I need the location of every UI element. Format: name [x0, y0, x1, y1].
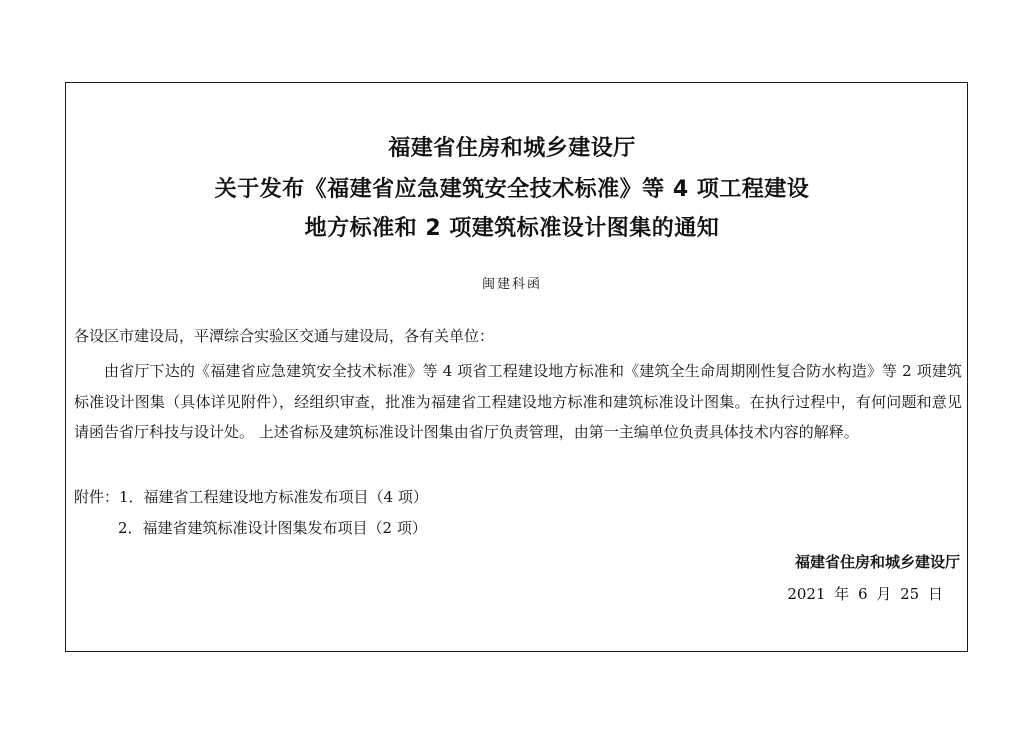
- notice-title-line-3: 地方标准和 2 项建筑标准设计图集的通知: [304, 216, 720, 241]
- notice-title-line-1: 福建省住房和城乡建设厅: [388, 136, 636, 161]
- notice-title-line-2: 关于发布《福建省应急建筑安全技术标准》等 4 项工程建设: [214, 177, 810, 202]
- salutation: 各设区市建设局，平潭综合实验区交通与建设局，各有关单位：: [74, 327, 495, 345]
- issue-date: 2021 年 6 月 25 日: [787, 585, 943, 603]
- attachment-item-1: 附件：1．福建省工程建设地方标准发布项目（4 项）: [74, 488, 428, 506]
- issuing-authority: 福建省住房和城乡建设厅: [794, 553, 960, 571]
- attachment-item-2: 2．福建省建筑标准设计图集发布项目（2 项）: [118, 519, 427, 537]
- notice-paragraph: 由省厅下达的《福建省应急建筑安全技术标准》等 4 项省工程建设地方标准和《建筑全生命周期刚性复合防水构造》等 2 项建筑标准设计图集（具体详见附件），经组织审查，批准为福建省工程建设地方标准和建筑标准设计图集。在执行过程中，有何问题和意见请函告省厅科技与设计处。 上述省标及建筑标准设计图集由省厅负责管理，由第一主编单位负责具体技术内容的解释。: [74, 362, 962, 441]
- document-number: 闽建科函: [481, 277, 542, 292]
